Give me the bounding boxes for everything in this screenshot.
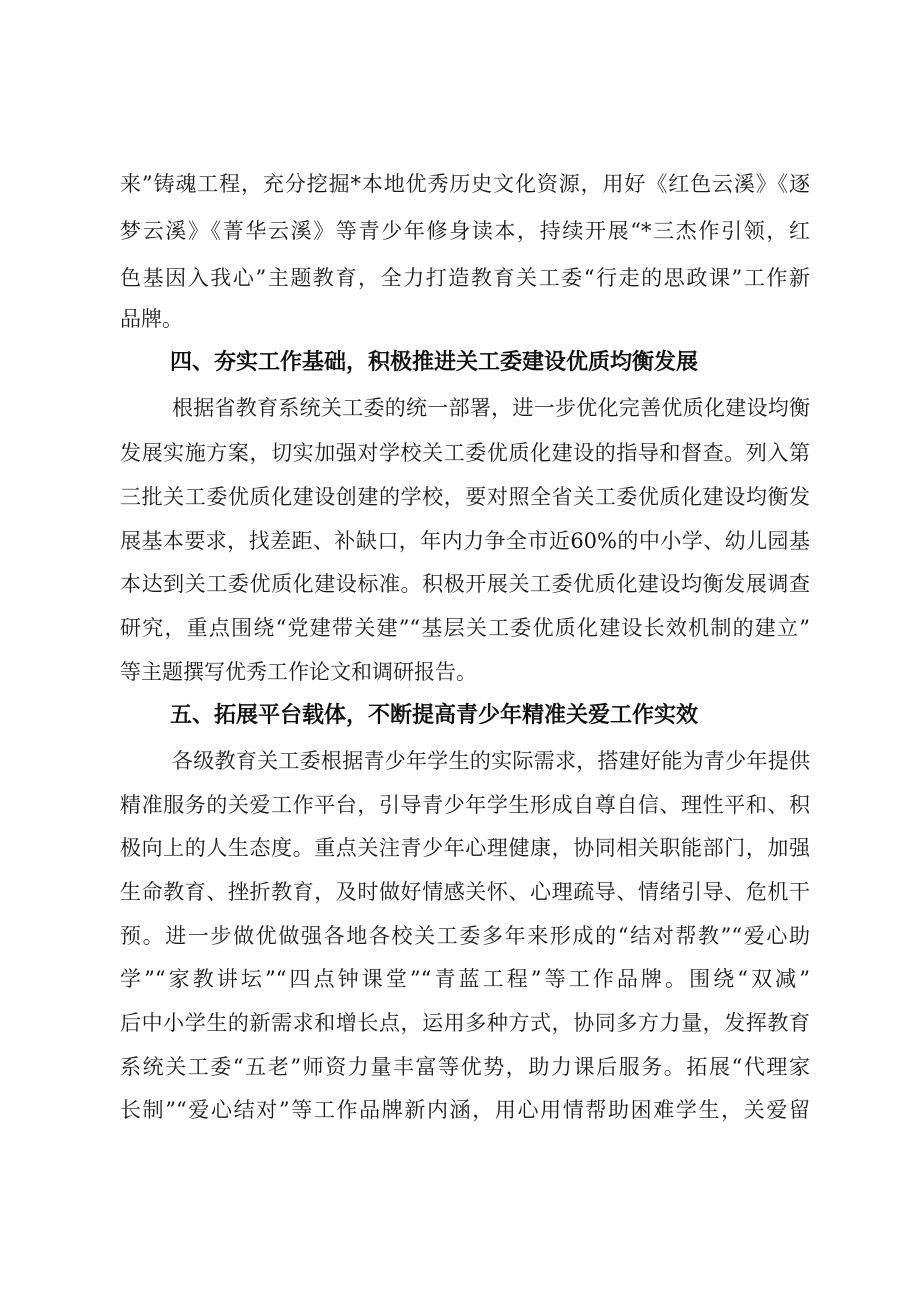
paragraph-line: 学”“家教讲坛”“四点钟课堂”“青蓝工程”等工作品牌。围绕“双减”	[120, 967, 810, 991]
paragraph-line: 发展实施方案，切实加强对学校关工委优质化建设的指导和督查。列入第	[120, 441, 810, 465]
paragraph-line: 长制”“爱心结对”等工作品牌新内涵，用心用情帮助困难学生，关爱留	[120, 1098, 810, 1122]
paragraph-line: 等主题撰写优秀工作论文和调研报告。	[120, 660, 477, 684]
paragraph-line: 展基本要求，找差距、补缺口，年内力争全市近60%的中小学、幼儿园基	[120, 529, 810, 553]
paragraph-line: 品牌。	[120, 307, 183, 331]
paragraph-line: 三批关工委优质化建设创建的学校，要对照全省关工委优质化建设均衡发	[120, 485, 810, 509]
paragraph-line: 后中小学生的新需求和增长点，运用多种方式，协同多方力量，发挥教育	[120, 1011, 810, 1035]
paragraph-line: 精准服务的关爱工作平台，引导青少年学生形成自尊自信、理性平和、积	[120, 793, 810, 817]
paragraph-line: 生命教育、挫折教育，及时做好情感关怀、心理疏导、情绪引导、危机干	[120, 880, 810, 904]
paragraph-line: 本达到关工委优质化建设标准。积极开展关工委优质化建设均衡发展调查	[120, 572, 810, 596]
paragraph-line: 各级教育关工委根据青少年学生的实际需求，搭建好能为青少年提供	[172, 749, 810, 773]
paragraph-line: 色基因入我心”主题教育，全力打造教育关工委“行走的思政课”工作新	[120, 266, 810, 290]
paragraph-line: 极向上的人生态度。重点关注青少年心理健康，协同相关职能部门，加强	[120, 836, 810, 860]
section-heading-five: 五、拓展平台载体，不断提高青少年精准关爱工作实效	[170, 703, 699, 728]
paragraph-line: 预。进一步做优做强各地各校关工委多年来形成的“结对帮教”“爱心助	[120, 924, 810, 948]
paragraph-line: 系统关工委“五老”师资力量丰富等优势，助力课后服务。拓展“代理家	[120, 1055, 810, 1079]
paragraph-line: 来”铸魂工程，充分挖掘*本地优秀历史文化资源，用好《红色云溪》《逐	[120, 172, 810, 196]
paragraph-line: 研究，重点围绕“党建带关建”“基层关工委优质化建设长效机制的建立”	[120, 616, 810, 640]
paragraph-line: 根据省教育系统关工委的统一部署，进一步优化完善优质化建设均衡	[172, 396, 810, 420]
section-heading-four: 四、夯实工作基础，积极推进关工委建设优质均衡发展	[170, 350, 699, 375]
paragraph-line: 梦云溪》《菁华云溪》等青少年修身读本，持续开展“*三杰作引领，红	[120, 219, 810, 243]
